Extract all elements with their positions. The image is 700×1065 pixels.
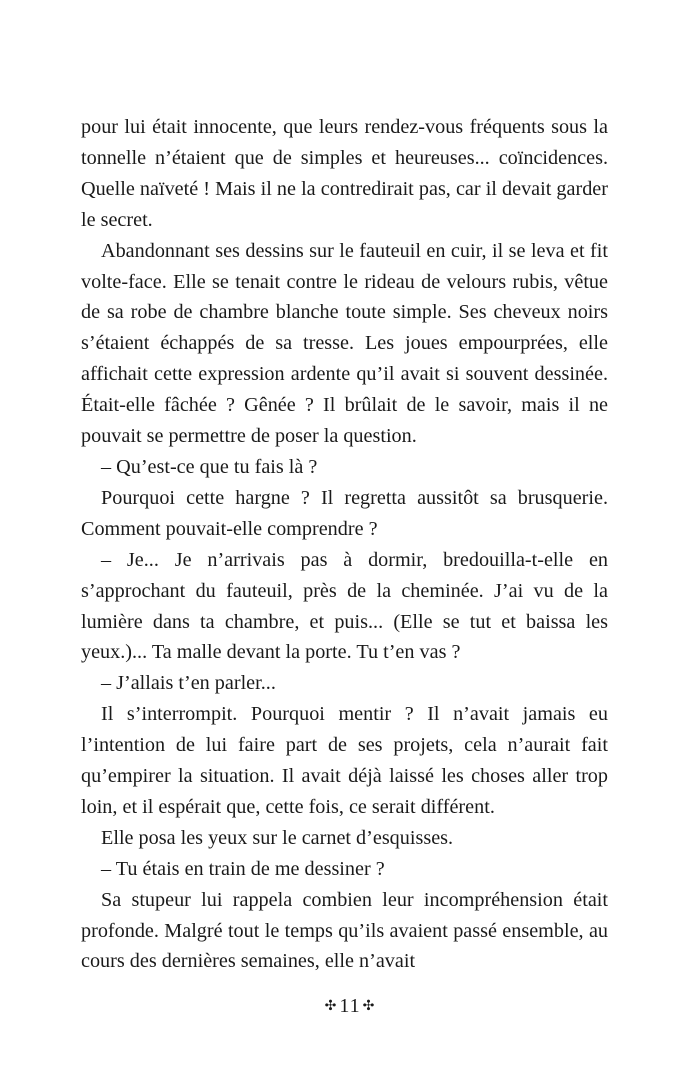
right-ornament-icon: ✣ bbox=[362, 999, 376, 1014]
paragraph-1: pour lui était innocente, que leurs rendez-vous fréquents sous la tonnelle n’étaient que de simples et heureuses... coïncidences. Quelle naïveté ! Mais il ne la contredirait pas, car il devait garder le secret. bbox=[81, 116, 608, 231]
left-ornament-icon: ✣ bbox=[324, 999, 338, 1014]
paragraph-4: Pourquoi cette hargne ? Il regretta aussitôt sa brusquerie. Comment pouvait-elle comprendre ? bbox=[81, 486, 608, 540]
paragraph-10: Sa stupeur lui rappela combien leur incompréhension était profonde. Malgré tout le temps qu’ils avaient passé ensemble, au cours des dernières semaines, elle n’avait bbox=[81, 888, 608, 973]
paragraph-3: – Qu’est-ce que tu fais là ? bbox=[101, 455, 318, 478]
paragraph-9: – Tu étais en train de me dessiner ? bbox=[101, 857, 385, 880]
page-number: 11 bbox=[339, 995, 361, 1017]
paragraph-2: Abandonnant ses dessins sur le fauteuil en cuir, il se leva et fit volte-face. Elle se tenait contre le rideau de velours rubis, vêtue de sa robe de chambre blanche toute simple. Ses cheveux noirs s’étaient échappés de sa tresse. Les joues empourprées, elle affichait cette expression ardente qu’il avait si souvent dessinée. Était-elle fâchée ? Gênée ? Il brûlait de le savoir, mais il ne pouvait se permettre de poser la question. bbox=[81, 239, 608, 448]
paragraph-6: – J’allais t’en parler... bbox=[101, 672, 276, 695]
paragraph-7: Il s’interrompit. Pourquoi mentir ? Il n’avait jamais eu l’intention de lui faire part de ses projets, cela n’aurait fait qu’empirer la situation. Il avait déjà laissé les choses aller trop loin, et il espérait que, cette fois, ce serait différent. bbox=[81, 703, 608, 818]
paragraph-5: – Je... Je n’arrivais pas à dormir, bredouilla-t-elle en s’approchant du fauteuil, près de la cheminée. J’ai vu de la lumière dans ta chambre, et puis... (Elle se tut et baissa les yeux.)... Ta malle devant la porte. Tu t’en vas ? bbox=[81, 548, 608, 664]
page-number-footer bbox=[0, 994, 700, 1019]
page-body bbox=[81, 112, 608, 977]
paragraph-8: Elle posa les yeux sur le carnet d’esquisses. bbox=[101, 826, 454, 849]
